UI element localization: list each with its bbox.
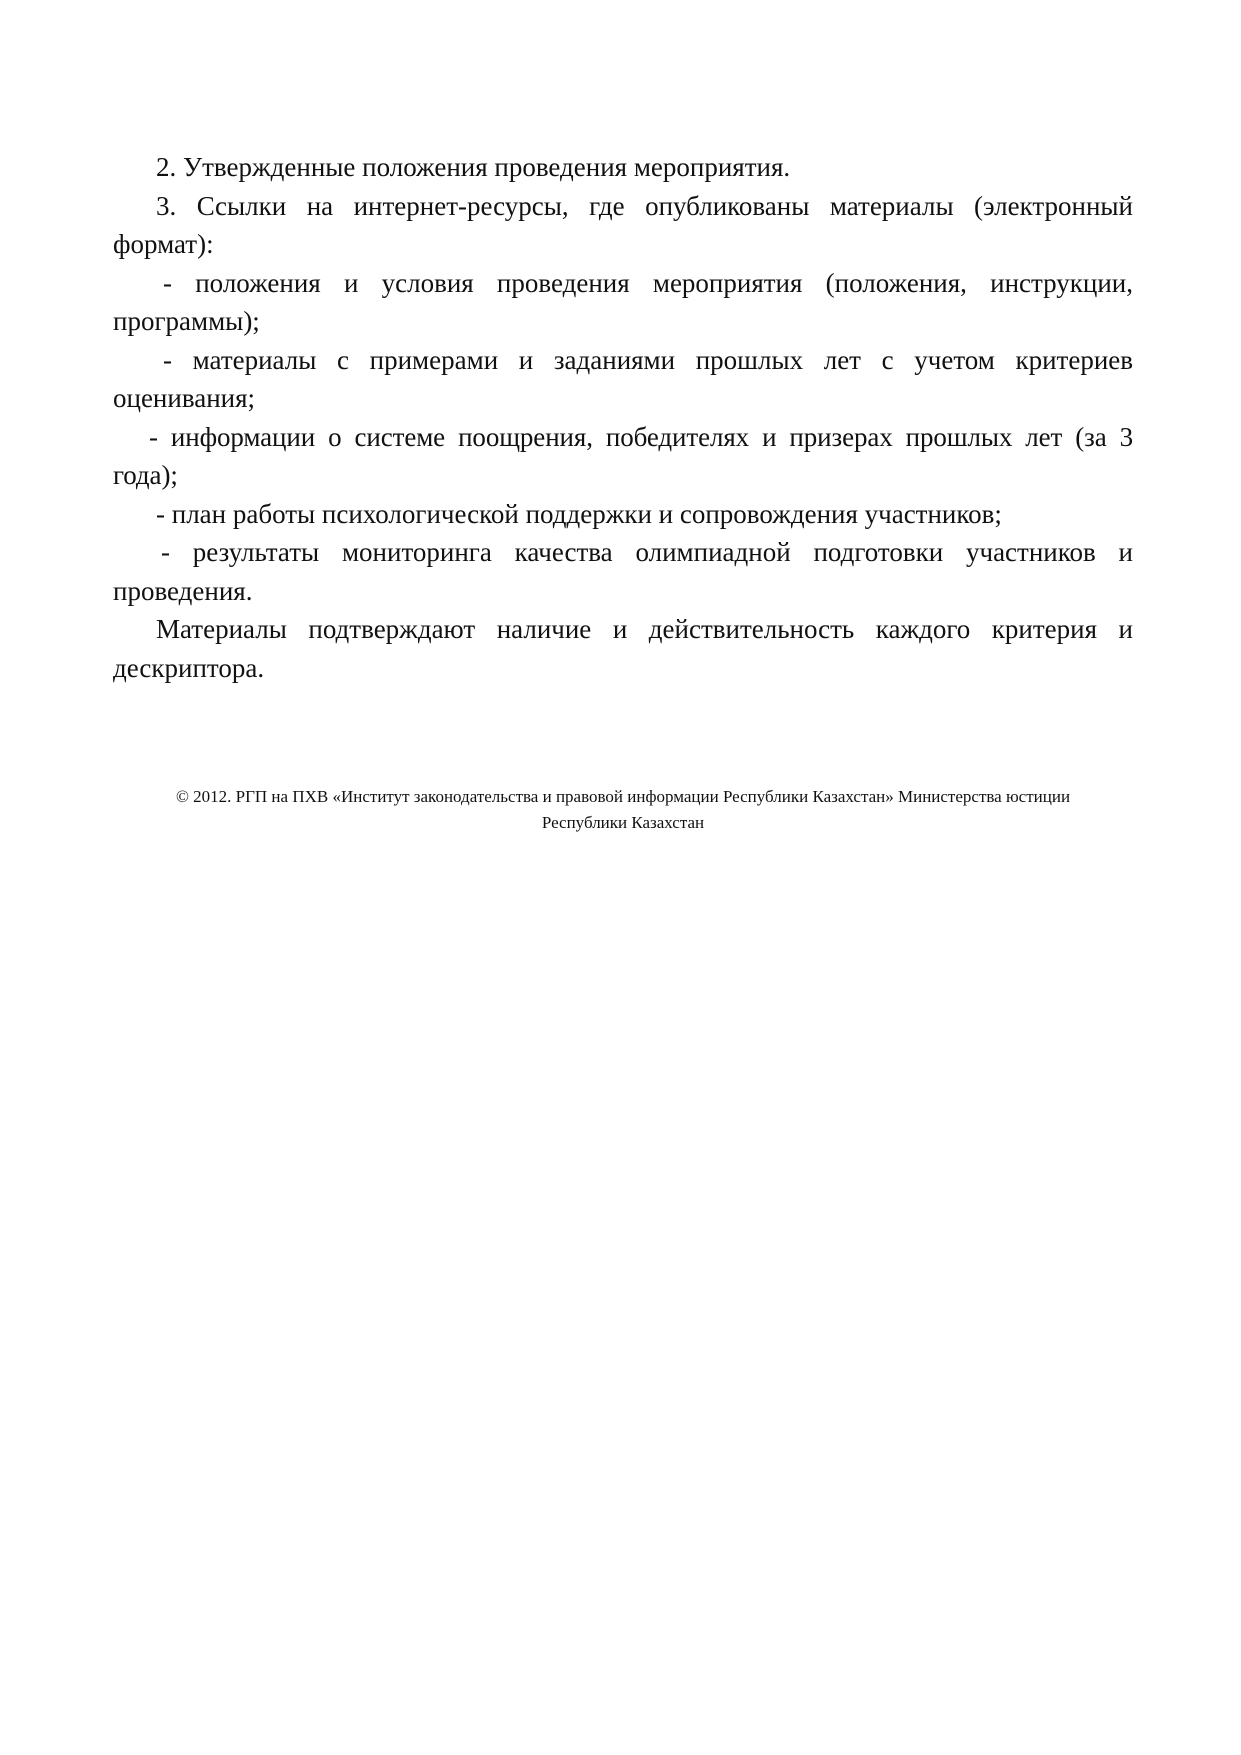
paragraph-internet-resources: 3. Ссылки на интернет-ресурсы, где опубликованы материалы (электронный формат): — [113, 190, 1133, 259]
document-body — [113, 148, 1133, 687]
list-item-regulations-conditions: - положения и условия проведения мероприятия (положения, инструкции, программы); — [113, 267, 1133, 336]
paragraph-approved-regulations: 2. Утвержденные положения проведения мероприятия. — [156, 152, 791, 182]
copyright-footer — [113, 784, 1133, 836]
copyright-line-1: © 2012. РГП на ПХВ «Институт законодательства и правовой информации Республики Казахстан» Министерства юстиции — [175, 787, 1071, 806]
paragraph-confirmation: Материалы подтверждают наличие и действительность каждого критерия и дескриптора. — [113, 614, 1133, 683]
list-item-incentives-winners: - информации о системе поощрения, победителях и призерах прошлых лет (за 3 года); — [113, 421, 1133, 490]
list-item-psychological-support: - план работы психологической поддержки и сопровождения участников; — [156, 498, 1002, 529]
list-item-monitoring-results: - результаты мониторинга качества олимпиадной подготовки участников и проведения. — [113, 537, 1133, 606]
copyright-line-2: Республики Казахстан — [541, 813, 705, 832]
list-item-past-tasks: - материалы с примерами и заданиями прошлых лет с учетом критериев оценивания; — [113, 344, 1133, 413]
